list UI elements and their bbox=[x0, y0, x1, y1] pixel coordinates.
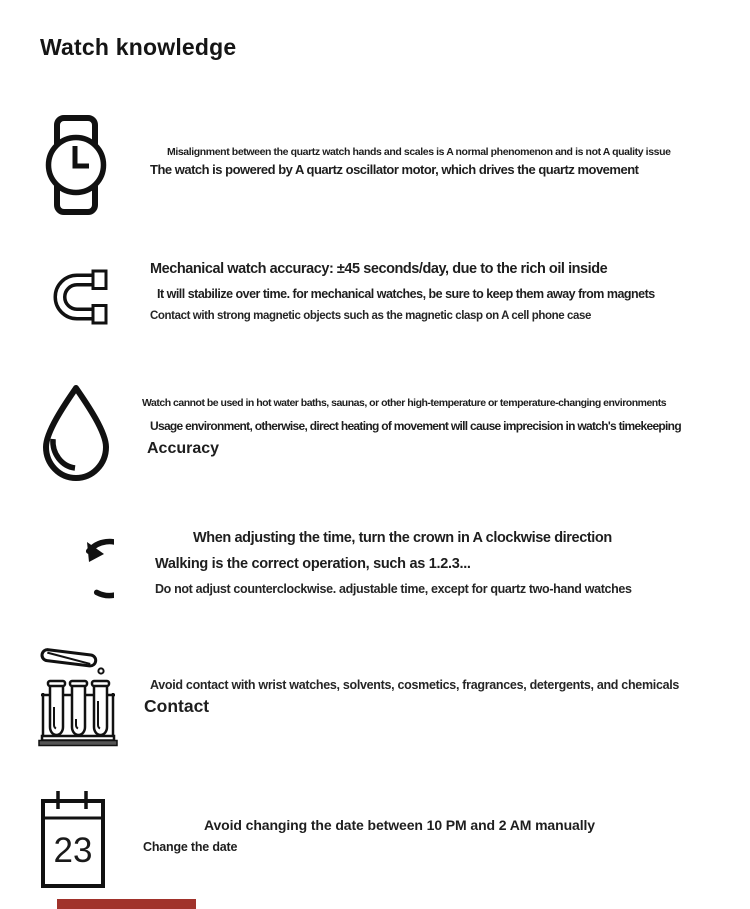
section-quartz-line-2: The watch is powered by A quartz oscillator motor, which drives the quartz movement bbox=[150, 162, 639, 177]
section-chemicals-line-1: Avoid contact with wrist watches, solvents, cosmetics, fragrances, detergents, and chemicals bbox=[150, 678, 680, 692]
section-quartz-line-1: Misalignment between the quartz watch hands and scales is A normal phenomenon and is not A quality issue bbox=[167, 146, 671, 158]
section-magnet-line-1: Mechanical watch accuracy: ±45 seconds/day, due to the rich oil inside bbox=[150, 261, 608, 277]
section-temperature-line-2: Usage environment, otherwise, direct heating of movement will cause imprecision in watch's timekeeping bbox=[150, 419, 681, 433]
section-date-line-2: Change the date bbox=[143, 840, 238, 854]
section-chemicals-heading: Contact bbox=[144, 696, 210, 716]
section-crown-line-3: Do not adjust counterclockwise. adjustable time, except for quartz two-hand watches bbox=[155, 582, 632, 596]
section-crown-line-1: When adjusting the time, turn the crown in A clockwise direction bbox=[193, 530, 612, 546]
bottom-red-bar bbox=[57, 899, 196, 909]
clockwise-arrow-icon bbox=[44, 525, 114, 617]
section-temperature-line-1: Watch cannot be used in hot water baths, saunas, or other high-temperature or temperature-changing environments bbox=[142, 397, 667, 409]
page-title: Watch knowledge bbox=[40, 34, 237, 60]
chemicals-icon bbox=[38, 645, 118, 747]
water-drop-icon bbox=[40, 383, 112, 483]
magnet-icon bbox=[50, 268, 108, 326]
section-temperature-heading: Accuracy bbox=[147, 440, 220, 457]
calendar-day-number: 23 bbox=[53, 831, 93, 870]
section-magnet-line-3: Contact with strong magnetic objects such as the magnetic clasp on A cell phone case bbox=[150, 310, 591, 322]
section-crown-line-2: Walking is the correct operation, such as 1.2.3... bbox=[155, 556, 471, 572]
section-magnet-line-2: It will stabilize over time. for mechanical watches, be sure to keep them away from magnets bbox=[157, 287, 655, 301]
section-date-line-1: Avoid changing the date between 10 PM and 2 AM manually bbox=[204, 817, 595, 833]
watch-icon bbox=[45, 115, 107, 215]
